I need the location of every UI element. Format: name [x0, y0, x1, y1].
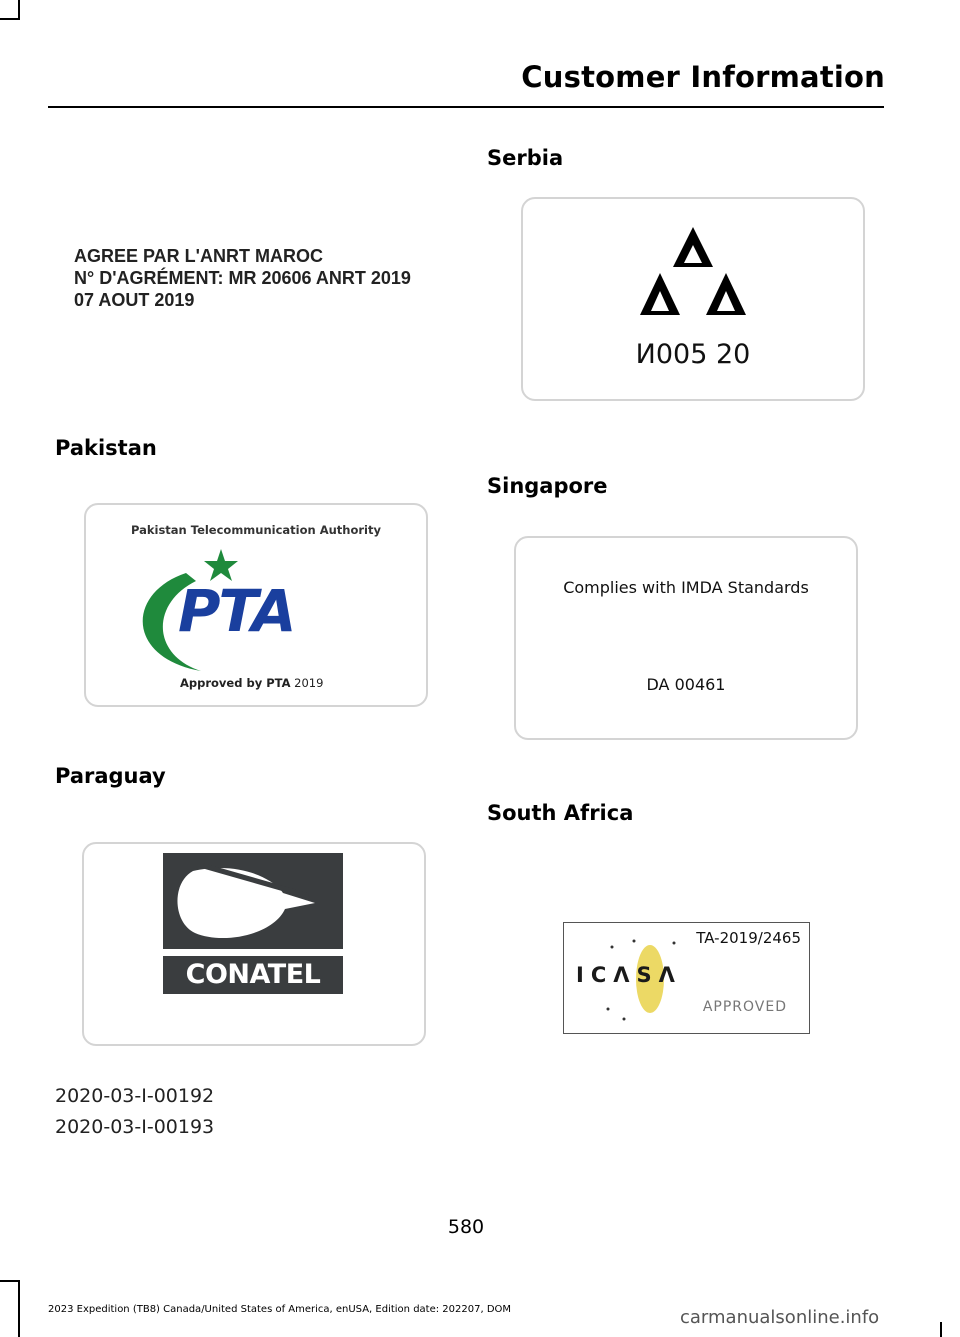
section-heading-singapore: Singapore: [487, 474, 608, 498]
morocco-line: N° D'AGRÉMENT: MR 20606 ANRT 2019: [74, 268, 411, 288]
serbia-code: И005 20: [635, 339, 751, 370]
serbia-triangles-icon: [638, 223, 748, 323]
serbia-label: [521, 197, 865, 401]
imda-label: [514, 536, 858, 740]
conatel-logo-text: CONATEL: [163, 956, 343, 994]
conatel-logo-panel: [163, 853, 343, 949]
watermark-text[interactable]: carmanualsonline.info: [680, 1307, 880, 1328]
pta-approved-text: Approved by PTA: [180, 676, 291, 690]
imda-code: DA 00461: [646, 675, 726, 694]
icasa-approved-text: APPROVED: [702, 999, 787, 1015]
pta-approved-line: [180, 676, 323, 690]
icasa-letter: Λ: [658, 963, 682, 987]
icasa-letter: I: [576, 963, 591, 987]
pta-year: 2019: [294, 676, 324, 690]
pta-label: [84, 503, 428, 707]
crop-mark: [0, 18, 18, 20]
section-heading-serbia: Serbia: [487, 146, 564, 170]
icasa-letter: Λ: [613, 963, 637, 987]
page-number: 580: [447, 1216, 485, 1238]
section-heading-paraguay: Paraguay: [55, 764, 166, 788]
morocco-approval: [74, 245, 411, 311]
crop-mark: [0, 1280, 18, 1282]
pta-logo-text: PTA: [178, 577, 295, 645]
header-rule: [48, 106, 884, 108]
icasa-letter: S: [636, 963, 659, 987]
section-heading-south-africa: South Africa: [487, 801, 634, 825]
page-title: Customer Information: [521, 60, 885, 94]
morocco-line: AGREE PAR L'ANRT MAROC: [74, 246, 323, 266]
crop-mark: [18, 0, 20, 20]
section-heading-pakistan: Pakistan: [55, 436, 157, 460]
icasa-label: [563, 922, 810, 1034]
icasa-letter: C: [590, 963, 614, 987]
morocco-line: 07 AOUT 2019: [74, 290, 195, 310]
conatel-emblem-icon: [163, 853, 343, 949]
paraguay-code: 2020-03-I-00192: [55, 1085, 215, 1107]
imda-standard-text: Complies with IMDA Standards: [563, 578, 809, 597]
crop-mark: [18, 1280, 20, 1337]
edition-footer: 2023 Expedition (TB8) Canada/United States of America, enUSA, Edition date: 202207, DOM: [48, 1304, 512, 1315]
crop-mark: [940, 1322, 942, 1337]
icasa-ta-number: TA-2019/2465: [696, 929, 801, 947]
pta-authority-text: Pakistan Telecommunication Authority: [130, 523, 381, 537]
paraguay-code: 2020-03-I-00193: [55, 1116, 215, 1138]
conatel-label: [82, 842, 426, 1046]
icasa-logo-text: [576, 963, 682, 987]
